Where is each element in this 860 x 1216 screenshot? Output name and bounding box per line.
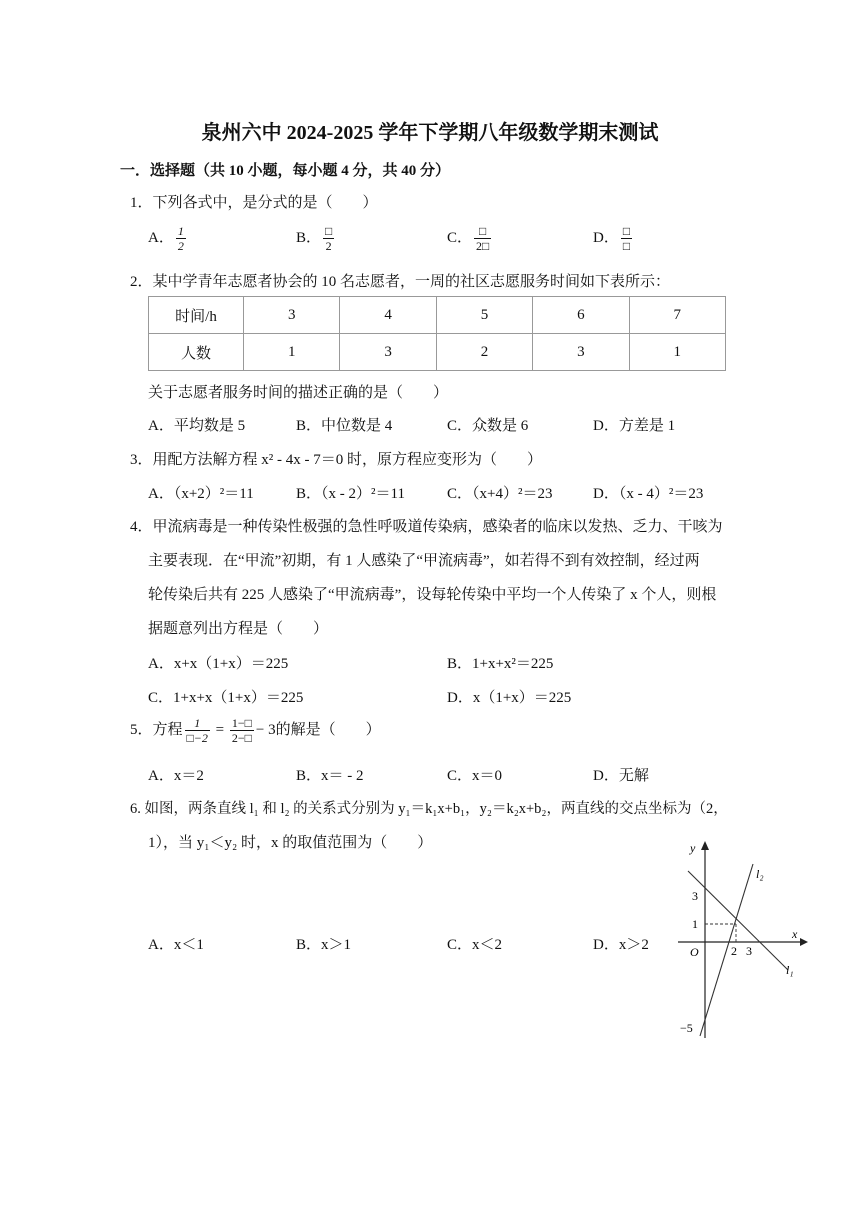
table-cell: 3 xyxy=(533,334,629,371)
table-cell: 1 xyxy=(629,334,725,371)
question-5-stem xyxy=(130,716,381,745)
fraction xyxy=(230,716,254,745)
question-6-line-1: 6. 如图，两条直线 l₁ 和 l₂ 的关系式分别为 y₁＝k₁x+b₁，y₂＝k₂x+b₂，两直线的交点坐标为（2， xyxy=(130,801,728,817)
q4-option-a: A．x+x（1+x）＝225 xyxy=(148,656,289,672)
l1-label: l₁ xyxy=(786,963,794,977)
table-cell: 4 xyxy=(340,297,436,334)
q1-option-d xyxy=(593,224,634,253)
x-tick-3: 3 xyxy=(746,944,752,958)
q1-option-a xyxy=(148,224,188,253)
table-cell: 3 xyxy=(340,334,436,371)
q3-option-b: B．（x - 2）²＝11 xyxy=(296,486,405,502)
question-2-stem: 2．某中学青年志愿者协会的 10 名志愿者，一周的社区志愿服务时间如下表所示： xyxy=(130,274,671,290)
page-title: 泉州六中 2024-2025 学年下学期八年级数学期末测试 xyxy=(201,122,659,144)
service-time-table xyxy=(148,296,726,371)
question-1-stem: 1．下列各式中，是分式的是（ ） xyxy=(130,195,378,211)
line-l1 xyxy=(688,871,788,970)
numerator: 1−□ xyxy=(231,716,252,730)
option-label: D． xyxy=(593,229,619,246)
q3-option-a: A．（x+2）²＝11 xyxy=(148,486,254,502)
q6-option-d: D．x＞2 xyxy=(593,937,649,953)
q1-option-c xyxy=(447,224,493,253)
x-axis-arrow-icon xyxy=(800,938,808,946)
question-4-line-3: 轮传染后共有 225 人感染了“甲流病毒”，设每轮传染中平均一个人传染了 x 个人，则根 xyxy=(148,587,717,603)
table-cell: 6 xyxy=(533,297,629,334)
y-tick-minus-5: −5 xyxy=(680,1021,693,1035)
q6-option-a: A．x＜1 xyxy=(148,937,204,953)
two-lines-graph xyxy=(670,838,810,1048)
q4-option-c: C．1+x+x（1+x）＝225 xyxy=(148,690,304,706)
denominator: □−2 xyxy=(186,731,208,745)
q2-option-c: C．众数是 6 xyxy=(447,418,529,434)
q5-tail: − 3的解是（ ） xyxy=(255,721,381,738)
fraction xyxy=(185,716,210,745)
q2-option-d: D．方差是 1 xyxy=(593,418,676,434)
table-cell: 7 xyxy=(629,297,725,334)
q6-option-c: C．x＜2 xyxy=(447,937,503,953)
numerator: 1 xyxy=(194,716,201,730)
table-cell: 5 xyxy=(436,297,532,334)
denominator: □ xyxy=(622,239,631,253)
table-header-cell: 人数 xyxy=(149,334,244,371)
denominator: 2□ xyxy=(476,239,490,253)
fraction xyxy=(474,224,491,253)
q2-option-a: A．平均数是 5 xyxy=(148,418,246,434)
q3-option-c: C．（x+4）²＝23 xyxy=(447,486,553,502)
q5-prefix: 5．方程 xyxy=(130,721,183,738)
section-heading: 一．选择题（共 10 小题，每小题 4 分，共 40 分） xyxy=(120,163,451,179)
fraction xyxy=(621,224,632,253)
numerator: □ xyxy=(622,224,631,238)
question-4-line-1: 4．甲流病毒是一种传染性极强的急性呼吸道传染病，感染者的临床以发热、乏力、干咳为 xyxy=(130,519,723,535)
q5-option-a: A．x＝2 xyxy=(148,768,204,784)
fraction xyxy=(323,224,334,253)
fraction xyxy=(176,224,186,253)
x-axis-label: x xyxy=(792,927,798,941)
q5-option-b: B．x＝ - 2 xyxy=(296,768,364,784)
table-cell: 2 xyxy=(436,334,532,371)
numerator: □ xyxy=(325,224,333,238)
q4-option-d: D．x（1+x）＝225 xyxy=(447,690,572,706)
origin-label: O xyxy=(690,945,699,959)
y-axis-label: y xyxy=(690,841,696,855)
equals-sign: = xyxy=(215,721,225,738)
table-row xyxy=(149,334,726,371)
x-tick-2: 2 xyxy=(731,944,737,958)
q3-option-d: D．（x - 4）²＝23 xyxy=(593,486,704,502)
numerator: □ xyxy=(479,224,487,238)
question-4-line-4: 据题意列出方程是（ ） xyxy=(148,621,329,637)
option-label: B． xyxy=(296,229,322,246)
y-tick-1: 1 xyxy=(692,917,698,931)
numerator: 1 xyxy=(177,224,184,238)
table-row xyxy=(149,297,726,334)
denominator: 2 xyxy=(177,239,184,253)
question-2-ask: 关于志愿者服务时间的描述正确的是（ ） xyxy=(148,385,449,401)
q2-option-b: B．中位数是 4 xyxy=(296,418,393,434)
q4-option-b: B．1+x+x²＝225 xyxy=(447,656,554,672)
table-header-cell: 时间/h xyxy=(149,297,244,334)
option-label: A． xyxy=(148,229,174,246)
denominator: 2−□ xyxy=(231,731,252,745)
denominator: 2 xyxy=(323,238,334,253)
table-cell: 1 xyxy=(244,334,340,371)
y-axis-arrow-icon xyxy=(701,841,709,850)
question-4-line-2: 主要表现．在“甲流”初期，有 1 人感染了“甲流病毒”，如若得不到有效控制，经过两 xyxy=(148,553,700,569)
q5-option-d: D．无解 xyxy=(593,768,649,784)
question-6-line-2: 1），当 y₁＜y₂ 时，x 的取值范围为（ ） xyxy=(148,835,433,851)
q1-option-b xyxy=(296,224,336,253)
q6-option-b: B．x＞1 xyxy=(296,937,352,953)
option-label: C． xyxy=(447,229,473,246)
question-3-stem: 3．用配方法解方程 x² - 4x - 7＝0 时，原方程应变形为（ ） xyxy=(130,452,542,468)
l2-label: l₂ xyxy=(756,867,764,881)
table-cell: 3 xyxy=(244,297,340,334)
q5-option-c: C．x＝0 xyxy=(447,768,503,784)
y-tick-3: 3 xyxy=(692,889,698,903)
